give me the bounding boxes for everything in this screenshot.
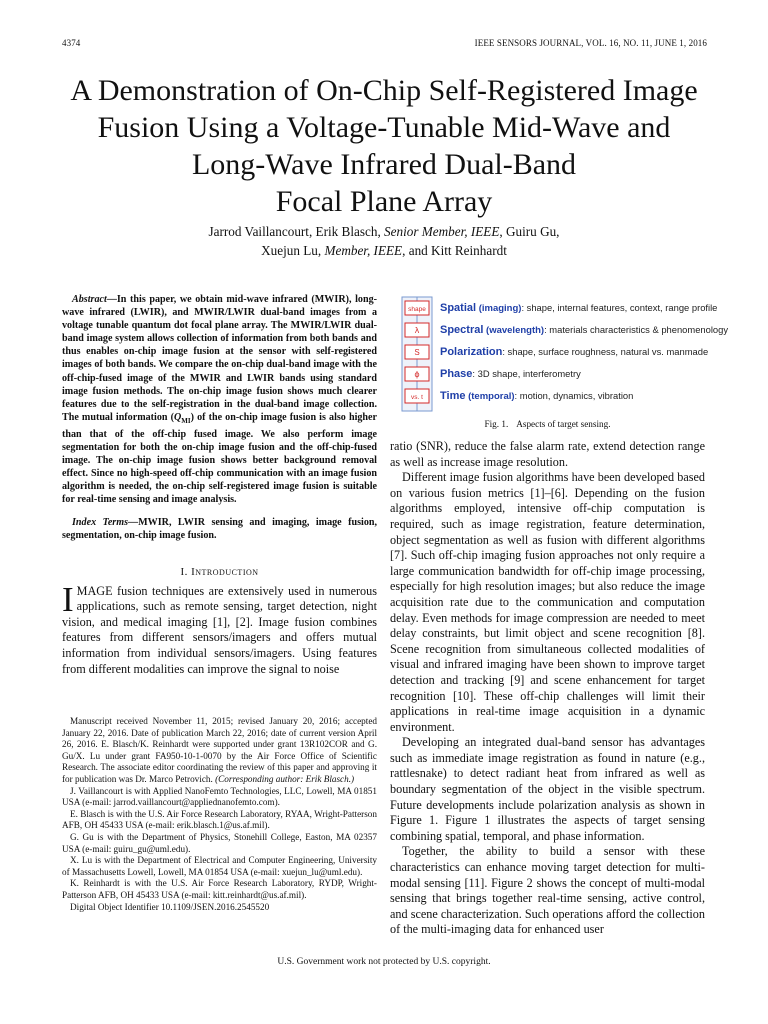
figure-row-polarization [440,346,708,358]
qmi-subscript: MI [181,416,191,425]
row-desc: : shape, surface roughness, natural vs. manmade [502,346,709,357]
page-number: 4374 [62,38,81,48]
row-key: Phase [440,368,473,380]
drop-cap: I [62,579,74,619]
row-desc: : materials characteristics & phenomenology [544,324,729,335]
copyright-note: U.S. Government work not protected by U.S. copyright. [277,957,491,967]
lambda-icon [405,323,429,337]
row-key: Time [440,390,466,402]
author-names: Xuejun Lu, [261,243,325,258]
author-list [60,222,708,260]
phase-icon [405,367,429,381]
intro-paragraph [62,579,377,678]
footnotes [62,716,377,913]
author-grade: Member, IEEE [324,243,403,258]
footnote-affiliation: K. Reinhardt is with the U.S. Air Force Research Laboratory, RYDP, Wright-Patterson AFB, OH 45433 USA (e-mail: kitt.reinhardt@us.af.mil). [62,878,377,900]
polarization-icon-label: S [414,348,420,357]
row-desc: : 3D shape, interferometry [472,368,581,379]
shape-icon-label: shape [408,306,426,313]
lambda-icon-label: λ [414,326,420,335]
row-desc: : shape, internal features, context, range profile [521,302,718,313]
footnote-affiliation: J. Vaillancourt is with Applied NanoFemto Technologies, LLC, Lowell, MA 01851 USA (e-mail: jarrod.vaillancourt@appliednanofemto.com). [62,785,377,808]
doi: Digital Object Identifier 10.1109/JSEN.2016.2545520 [70,901,270,912]
row-key: Spatial [440,302,477,314]
body-paragraph: Different image fusion algorithms have been developed based on various fusion metrics [1]–[6]. Depending on the fusion algorithms employed, intensive off-chip computation is required, such as image registration, feature determination, object segmentation as well as fusion with different algorithms [7]. Such off-chip imaging fusion approaches not only require a large communication bandwidth for off-chip image processing, especially for high resolution images; but also reduce the image acquisition rate due to the communication and computation delay. Even methods for image compression are needed to meet delay constraints, but limit object and scene recognition [8]. Scene recognition from simultaneous collected modalities of visual and infrared imaging have been shown to improve target detection and tracking [9] and scene enhancement for target recognition [10]. These off-chip challenges will limit their applications in real-time image acquisition in a dynamic environment. [390,470,705,734]
row-desc: : motion, dynamics, vibration [514,390,634,401]
author-line [60,241,708,260]
time-icon-label: vs. t [411,394,423,401]
figure-row-phase [440,368,581,380]
author-names: , and Kitt Reinhardt [402,243,507,258]
body-paragraph: Developing an integrated dual-band sensor has advantages such as immediate image registration as found in nature (e.g., rattlesnake) to detect radiant heat from infrared as well as boundary segmentation of the object in the visible spectrum. Future developments include polarization analysis as shown in Figure 1. Figure 1 illustrates the aspects of target sensing combining spatial, temporal, and phase information. [390,735,705,843]
row-sub: (imaging) [478,303,522,314]
author-names: Jarrod Vaillancourt, Erik Blasch, [208,224,385,239]
title-line: A Demonstration of On-Chip Self-Registered Image [70,74,698,107]
row-sub: (temporal) [468,391,515,402]
title-line: Long-Wave Infrared Dual-Band [191,148,577,181]
time-icon [405,389,429,403]
footnote-affiliation: E. Blasch is with the U.S. Air Force Research Laboratory, RYAA, Wright-Patterson AFB, OH 45433 USA (e-mail: erik.blasch.1@us.af.mil). [62,808,377,831]
corresponding-author: (Corresponding author: Erik Blasch.) [215,773,355,784]
body-paragraph: ratio (SNR), reduce the false alarm rate, extend detection range as well as increase image resolution. [390,439,705,469]
figure-caption [390,419,705,429]
footnote-affiliation: X. Lu is with the Department of Electrical and Computer Engineering, University of Massachusetts Lowell, Lowell, MA 01854 USA (e-mail: xuejun_lu@uml.edu). [62,855,377,877]
abstract [62,293,377,507]
figure-1 [396,293,729,415]
author-line [60,222,708,241]
row-sub: (wavelength) [486,325,545,336]
abstract-dash: — [106,294,117,305]
figure-row-spatial [440,302,717,314]
left-column [62,293,377,677]
figure-row-spectral [440,324,728,336]
footnote-text: Manuscript received November 11, 2015; revised January 20, 2016; accepted January 22, 2016. Date of publication March 22, 2016; date of current version April 26, 2016. E. Blasch/K. Reinhardt were supported under grant 13R102COR and G. Gu/X. Lu under grant FA950-10-1-0070 by the Air Force Office of Scientific Research. The associate editor coordinating the review of this paper and approving it for publication was Dr. Marco Petrovich. [62,716,377,784]
footnote-manuscript [62,716,377,786]
abstract-text-a: In this paper, we obtain mid-wave infrared (MWIR), long-wave infrared (LWIR), and MWIR/LWIR dual-band images from a voltage tunable quantum dot focal plane array. The MWIR/LWIR dual-band image system allows collection of information from both bands and thus enables on-chip image fusion at the sensor with self-registered images of both bands. We compare the on-chip dual-band image with the off-chip-fused image of the MWIR and LWIR bands using standard image fusion methods. The on-chip image fusion shows much clearer features due to the self-registration in the dual-band image collection. The mutual information ( [62,294,377,423]
title-line: Fusion Using a Voltage-Tunable Mid-Wave and [97,111,671,144]
qmi-symbol: Q [173,411,182,423]
index-terms-dash: — [128,516,139,528]
index-terms-text: MWIR, LWIR sensing and imaging, image fusion, segmentation, on-chip image fusion. [62,516,378,541]
figure-caption-text: Aspects of target sensing. [516,419,611,429]
abstract-text-b: ) of the on-chip image fusion is also higher than that of the off-chip fused image. We also perform image segmentation for both the on-chip image fusion and the off-chip-fused image. The on-chip image fusion shows better background removal effect. Since no high-speed off-chip communication with an image fusion algorithm is needed, the on-chip self-registered image fusion is suitable for real-time sensing and image analysis. [62,411,377,506]
abstract-label: Abstract [72,294,107,305]
row-key: Spectral [440,324,484,336]
figure-caption-label: Fig. 1. [484,419,509,429]
row-key: Polarization [440,346,503,358]
body-paragraph: Together, the ability to build a sensor with these characteristics can enhance moving target detection for multi-modal sensing [11]. Figure 2 shows the concept of multi-modal sensing that brings together real-time sensing, active control, and scene characterization. Such operations afford the collection of the multi-imaging data for enhanced user [390,844,705,937]
figure-row-time [440,390,633,402]
index-terms-label: Index Terms [72,516,129,528]
intro-text: MAGE fusion techniques are extensively used in numerous applications, such as remote sensing, target detection, night vision, and medical imaging [1], [2]. Image fusion combines features from different sensors/imagers and offers mutual information from individual sensors/imagers. Using features from different modalities can improve the signal to noise [62,583,377,676]
shape-icon [405,301,429,315]
figure-icon-strip [396,293,440,415]
phase-icon-label: ϕ [414,370,420,379]
author-grade: Senior Member, IEEE [384,224,500,239]
journal-header: IEEE SENSORS JOURNAL, VOL. 16, NO. 11, JUNE 1, 2016 [474,38,707,48]
right-column [390,293,729,938]
section-heading: I. Introduction [180,565,259,578]
paper-title [40,72,728,220]
title-line: Focal Plane Array [275,185,493,218]
index-terms [62,516,377,542]
polarization-icon [405,345,429,359]
footnote-affiliation: G. Gu is with the Department of Physics, Stonehill College, Easton, MA 02357 USA (e-mail: guiru_gu@uml.edu). [62,831,377,854]
author-names: , Guiru Gu, [499,224,560,239]
